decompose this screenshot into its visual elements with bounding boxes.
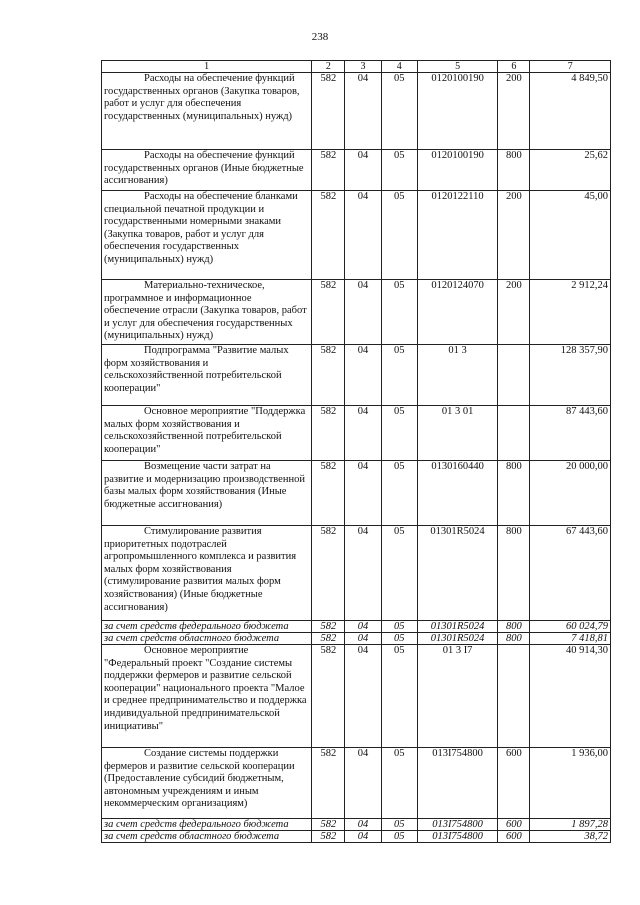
code-cell-text: 582 — [320, 621, 337, 632]
amount-cell — [530, 526, 611, 621]
expense-type-cell — [498, 345, 530, 406]
code-cell — [312, 526, 345, 621]
expense-type-cell — [498, 280, 530, 345]
section-cell — [345, 461, 381, 526]
amount-cell-text: 1 936,00 — [571, 748, 608, 759]
section-cell-text: 04 — [357, 406, 369, 417]
section-cell — [345, 633, 381, 645]
amount-cell-text: 60 024,79 — [566, 621, 608, 632]
row-name-cell-text: Расходы на обеспечение функций государственных органов (Иные бюджетные ассигнования) — [104, 150, 304, 187]
subsection-cell-text: 05 — [393, 748, 405, 759]
amount-cell-text: 4 849,50 — [571, 73, 608, 84]
row-name-cell — [102, 645, 312, 748]
target-cell — [417, 150, 497, 191]
target-cell-text: 01 3 — [448, 345, 467, 356]
code-cell-text: 582 — [320, 280, 337, 291]
row-name-cell-text: за счет средств федерального бюджета — [104, 621, 289, 632]
expense-type-cell — [498, 191, 530, 280]
amount-cell — [530, 406, 611, 461]
amount-cell — [530, 191, 611, 280]
amount-cell-text: 25,62 — [584, 150, 608, 161]
subsection-cell-text: 05 — [393, 150, 405, 161]
subsection-cell-text: 05 — [393, 73, 405, 84]
section-cell-text: 04 — [357, 633, 369, 644]
expense-type-cell-text: 800 — [506, 633, 522, 644]
row-name-cell — [102, 345, 312, 406]
table-row — [102, 406, 611, 461]
expense-type-cell-text: 800 — [506, 526, 522, 537]
sub-row — [102, 633, 611, 645]
subsection-cell-text: 05 — [393, 280, 405, 291]
target-cell — [417, 621, 497, 633]
subsection-cell-text: 05 — [393, 345, 405, 356]
code-cell-text: 582 — [320, 633, 337, 644]
target-cell-text: 0120100190 — [431, 150, 484, 161]
target-cell-text: 013I754800 — [432, 819, 483, 830]
code-cell-text: 582 — [320, 73, 337, 84]
amount-cell-text: 128 357,90 — [560, 345, 608, 356]
expense-type-cell — [498, 645, 530, 748]
table-row — [102, 645, 611, 748]
amount-cell-text: 45,00 — [584, 191, 608, 202]
subsection-cell-text: 05 — [393, 621, 405, 632]
section-cell-text: 04 — [357, 526, 369, 537]
target-cell-text: 01 3 01 — [441, 406, 474, 417]
target-cell-text: 01301R5024 — [430, 526, 485, 537]
row-name-cell-text: Основное мероприятие "Федеральный проект "Создание системы поддержки фермеров и развитие сельской кооперации" национального проекта "Малое и среднее предпринимательство и поддержка индивидуальной предпринимательской инициативы" — [104, 645, 307, 732]
section-cell-text: 04 — [357, 621, 369, 632]
subsection-cell-text: 05 — [393, 831, 405, 842]
section-cell — [345, 819, 381, 831]
subsection-cell — [381, 831, 417, 843]
target-cell — [417, 73, 497, 150]
subsection-cell — [381, 406, 417, 461]
sub-row — [102, 621, 611, 633]
section-cell — [345, 150, 381, 191]
amount-cell — [530, 645, 611, 748]
section-cell — [345, 526, 381, 621]
expense-type-cell — [498, 461, 530, 526]
row-name-cell-text: за счет средств областного бюджета — [104, 633, 280, 644]
subsection-cell-text: 05 — [393, 406, 405, 417]
target-cell-text: 01301R5024 — [430, 633, 485, 644]
target-cell-text: 0130160440 — [431, 461, 484, 472]
section-cell — [345, 191, 381, 280]
section-cell — [345, 831, 381, 843]
expense-type-cell — [498, 73, 530, 150]
amount-cell — [530, 819, 611, 831]
expense-type-cell — [498, 633, 530, 645]
expense-type-cell-text: 800 — [506, 621, 522, 632]
target-cell — [417, 748, 497, 819]
row-name-cell — [102, 280, 312, 345]
subsection-cell — [381, 748, 417, 819]
row-name-cell — [102, 461, 312, 526]
table-row — [102, 280, 611, 345]
code-cell-text: 582 — [320, 645, 337, 656]
section-cell — [345, 406, 381, 461]
expense-type-cell — [498, 819, 530, 831]
sub-row — [102, 819, 611, 831]
header-cell: 4 — [381, 61, 417, 73]
section-cell-text: 04 — [357, 280, 369, 291]
header-row — [102, 61, 611, 73]
table-row — [102, 150, 611, 191]
section-cell-text: 04 — [357, 73, 369, 84]
code-cell — [312, 150, 345, 191]
table-row — [102, 191, 611, 280]
section-cell-text: 04 — [357, 191, 369, 202]
expense-type-cell-text: 200 — [506, 73, 522, 84]
amount-cell — [530, 831, 611, 843]
code-cell — [312, 621, 345, 633]
expense-type-cell-text: 200 — [506, 191, 522, 202]
subsection-cell-text: 05 — [393, 526, 405, 537]
amount-cell-text: 7 418,81 — [571, 633, 608, 644]
code-cell-text: 582 — [320, 748, 337, 759]
amount-cell — [530, 633, 611, 645]
row-name-cell — [102, 73, 312, 150]
code-cell — [312, 645, 345, 748]
section-cell-text: 04 — [357, 461, 369, 472]
row-name-cell — [102, 621, 312, 633]
amount-cell-text: 67 443,60 — [566, 526, 608, 537]
target-cell — [417, 526, 497, 621]
subsection-cell — [381, 461, 417, 526]
row-name-cell — [102, 633, 312, 645]
amount-cell-text: 1 897,28 — [571, 819, 608, 830]
amount-cell — [530, 621, 611, 633]
table-row — [102, 73, 611, 150]
target-cell — [417, 819, 497, 831]
target-cell — [417, 633, 497, 645]
header-cell: 6 — [498, 61, 530, 73]
expense-type-cell-text: 200 — [506, 280, 522, 291]
row-name-cell-text: Возмещение части затрат на развитие и модернизацию производственной базы малых форм хозяйствования (Иные бюджетные ассигнования) — [104, 461, 305, 510]
subsection-cell-text: 05 — [393, 819, 405, 830]
row-name-cell — [102, 831, 312, 843]
code-cell — [312, 461, 345, 526]
subsection-cell — [381, 621, 417, 633]
subsection-cell — [381, 150, 417, 191]
subsection-cell — [381, 526, 417, 621]
expense-type-cell-text: 800 — [506, 461, 522, 472]
target-cell — [417, 345, 497, 406]
code-cell-text: 582 — [320, 191, 337, 202]
row-name-cell-text: Создание системы поддержки фермеров и развитие сельской кооперации (Предоставление субсидий бюджетным, автономным учреждениям и иным некоммерческим организациям) — [104, 748, 295, 810]
amount-cell-text: 38,72 — [584, 831, 608, 842]
code-cell — [312, 406, 345, 461]
row-name-cell-text: за счет средств областного бюджета — [104, 831, 280, 842]
header-cell: 7 — [530, 61, 611, 73]
table-row — [102, 345, 611, 406]
section-cell-text: 04 — [357, 345, 369, 356]
target-cell — [417, 191, 497, 280]
expense-type-cell-text: 600 — [506, 748, 522, 759]
amount-cell-text: 2 912,24 — [571, 280, 608, 291]
expense-type-cell — [498, 526, 530, 621]
section-cell-text: 04 — [357, 150, 369, 161]
row-name-cell — [102, 406, 312, 461]
code-cell-text: 582 — [320, 819, 337, 830]
budget-table — [101, 60, 611, 843]
section-cell — [345, 645, 381, 748]
subsection-cell — [381, 191, 417, 280]
row-name-cell-text: за счет средств федерального бюджета — [104, 819, 289, 830]
row-name-cell-text: Стимулирование развития приоритетных подотраслей агропромышленного комплекса и развития малых форм хозяйствования (стимулирование развития малых форм хозяйствования) (Иные бюджетные ассигнования) — [104, 526, 297, 613]
row-name-cell — [102, 526, 312, 621]
expense-type-cell-text: 800 — [506, 150, 522, 161]
code-cell-text: 582 — [320, 831, 337, 842]
target-cell-text: 013I754800 — [432, 831, 483, 842]
code-cell — [312, 280, 345, 345]
subsection-cell-text: 05 — [393, 633, 405, 644]
page-number: 238 — [311, 31, 329, 43]
section-cell — [345, 621, 381, 633]
section-cell — [345, 73, 381, 150]
target-cell-text: 0120122110 — [431, 191, 484, 202]
header-cell: 5 — [417, 61, 497, 73]
code-cell-text: 582 — [320, 406, 337, 417]
code-cell — [312, 73, 345, 150]
row-name-cell-text: Расходы на обеспечение функций государственных органов (Закупка товаров, работ и услуг для обеспечения государственных (муниципальных) нужд) — [104, 73, 300, 122]
row-name-cell-text: Основное мероприятие "Поддержка малых форм хозяйствования и сельскохозяйственной потребительской кооперации" — [104, 406, 306, 455]
section-cell-text: 04 — [357, 831, 369, 842]
sub-row — [102, 831, 611, 843]
expense-type-cell — [498, 831, 530, 843]
subsection-cell — [381, 345, 417, 406]
target-cell-text: 013I754800 — [432, 748, 483, 759]
subsection-cell-text: 05 — [393, 461, 405, 472]
expense-type-cell-text: 600 — [506, 819, 522, 830]
amount-cell — [530, 345, 611, 406]
target-cell-text: 0120124070 — [431, 280, 484, 291]
subsection-cell — [381, 633, 417, 645]
table-row — [102, 526, 611, 621]
section-cell — [345, 748, 381, 819]
code-cell — [312, 191, 345, 280]
row-name-cell — [102, 150, 312, 191]
expense-type-cell — [498, 406, 530, 461]
header-cell: 2 — [312, 61, 345, 73]
code-cell-text: 582 — [320, 526, 337, 537]
row-name-cell-text: Подпрограмма "Развитие малых форм хозяйствования и сельскохозяйственной потребительской кооперации" — [104, 345, 289, 394]
header-cell: 3 — [345, 61, 381, 73]
code-cell-text: 582 — [320, 345, 337, 356]
section-cell-text: 04 — [357, 645, 369, 656]
subsection-cell-text: 05 — [393, 191, 405, 202]
target-cell-text: 0120100190 — [431, 73, 484, 84]
amount-cell-text: 20 000,00 — [566, 461, 608, 472]
expense-type-cell — [498, 150, 530, 191]
amount-cell — [530, 461, 611, 526]
code-cell — [312, 748, 345, 819]
section-cell-text: 04 — [357, 819, 369, 830]
row-name-cell-text: Расходы на обеспечение бланками специальной печатной продукции и государственными номерными знаками (Закупка товаров, работ и услуг для обеспечения государственных (муниципальных) нужд) — [104, 191, 298, 265]
code-cell-text: 582 — [320, 461, 337, 472]
expense-type-cell-text: 600 — [506, 831, 522, 842]
subsection-cell — [381, 819, 417, 831]
target-cell — [417, 461, 497, 526]
amount-cell — [530, 280, 611, 345]
amount-cell — [530, 150, 611, 191]
row-name-cell-text: Материально-техническое, программное и информационное обеспечение отрасли (Закупка товаров, работ и услуг для обеспечения государственных (муниципальных) нужд) — [104, 280, 307, 342]
subsection-cell — [381, 280, 417, 345]
row-name-cell — [102, 748, 312, 819]
code-cell — [312, 345, 345, 406]
row-name-cell — [102, 191, 312, 280]
table-row — [102, 461, 611, 526]
target-cell-text: 01301R5024 — [430, 621, 485, 632]
amount-cell — [530, 73, 611, 150]
subsection-cell-text: 05 — [393, 645, 405, 656]
amount-cell — [530, 748, 611, 819]
subsection-cell — [381, 645, 417, 748]
subsection-cell — [381, 73, 417, 150]
amount-cell-text: 40 914,30 — [566, 645, 608, 656]
section-cell-text: 04 — [357, 748, 369, 759]
code-cell-text: 582 — [320, 150, 337, 161]
code-cell — [312, 819, 345, 831]
section-cell — [345, 280, 381, 345]
expense-type-cell — [498, 621, 530, 633]
amount-cell-text: 87 443,60 — [566, 406, 608, 417]
code-cell — [312, 831, 345, 843]
expense-type-cell — [498, 748, 530, 819]
target-cell-text: 01 3 I7 — [442, 645, 473, 656]
section-cell — [345, 345, 381, 406]
target-cell — [417, 280, 497, 345]
target-cell — [417, 645, 497, 748]
code-cell — [312, 633, 345, 645]
table-row — [102, 748, 611, 819]
target-cell — [417, 831, 497, 843]
header-cell: 1 — [102, 61, 312, 73]
row-name-cell — [102, 819, 312, 831]
target-cell — [417, 406, 497, 461]
